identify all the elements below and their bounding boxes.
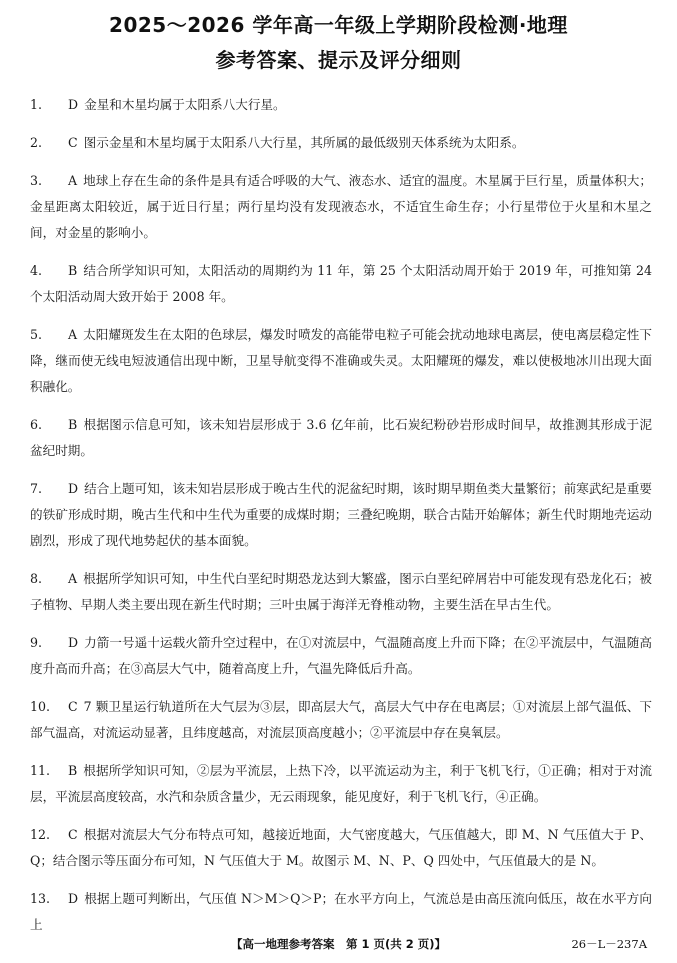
answer-choice: C bbox=[68, 827, 78, 842]
answer-explanation: 地球上存在生命的条件是具有适合呼吸的大气、液态水、适宜的温度。木星属于巨行星，质量体积大；金星距离太阳较近，属于近日行星；两行星均没有发现液态水，不适宜生命生存；小行星带位于火星和木星之间，对金星的影响小。 bbox=[30, 173, 652, 240]
answer-explanation: 太阳耀斑发生在太阳的色球层，爆发时喷发的高能带电粒子可能会扰动地球电离层，使电离层稳定性下降，继而使无线电短波通信出现中断，卫星导航变得不准确或失灵。太阳耀斑的爆发，难以使极地冰川出现大面积融化。 bbox=[30, 327, 652, 394]
answer-explanation: 结合上题可知，该未知岩层形成于晚古生代的泥盆纪时期，该时期早期鱼类大量繁衍；前寒武纪是重要的铁矿形成时期，晚古生代和中生代为重要的成煤时期；三叠纪晚期，联合古陆开始解体；新生代时期地壳运动剧烈，形成了现代地势起伏的基本面貌。 bbox=[30, 481, 652, 548]
question-number: 7. bbox=[30, 481, 43, 496]
answer-list bbox=[30, 92, 652, 950]
answer-item-4 bbox=[30, 258, 652, 310]
page-subtitle: 参考答案、提示及评分细则 bbox=[215, 48, 462, 72]
answer-item-2 bbox=[30, 130, 652, 156]
answer-choice: D bbox=[68, 891, 79, 906]
page-title: 2025～2026 学年高一年级上学期阶段检测·地理 bbox=[109, 13, 568, 37]
answer-item-5 bbox=[30, 322, 652, 400]
answer-explanation: 力箭一号遥十运载火箭升空过程中，在①对流层中，气温随高度上升而下降；在②平流层中，气温随高度升高而升高；在③高层大气中，随着高度上升，气温先降低后升高。 bbox=[30, 635, 652, 676]
answer-explanation: 根据所学知识可知，中生代白垩纪时期恐龙达到大繁盛，图示白垩纪碎屑岩中可能发现有恐龙化石；被子植物、早期人类主要出现在新生代时期；三叶虫属于海洋无脊椎动物，主要生活在早古生代。 bbox=[30, 571, 652, 612]
page-footer bbox=[0, 936, 677, 956]
answer-explanation: 图示金星和木星均属于太阳系八大行星，其所属的最低级别天体系统为太阳系。 bbox=[83, 135, 525, 150]
answer-item-8 bbox=[30, 566, 652, 618]
question-number: 4. bbox=[30, 263, 43, 278]
answer-explanation: 结合所学知识可知，太阳活动的周期约为 11 年，第 25 个太阳活动周开始于 2019 年，可推知第 24 个太阳活动周大致开始于 2008 年。 bbox=[30, 263, 652, 304]
question-number: 2. bbox=[30, 135, 43, 150]
answer-item-1 bbox=[30, 92, 652, 118]
footer-doc-code: 26－L－237A bbox=[571, 937, 647, 951]
answer-item-12 bbox=[30, 822, 652, 874]
question-number: 8. bbox=[30, 571, 43, 586]
answer-choice: C bbox=[68, 135, 78, 150]
answer-explanation: 根据上题可判断出，气压值 N＞M＞Q＞P；在水平方向上，气流总是由高压流向低压，故在水平方向上 bbox=[30, 891, 652, 932]
answer-choice: A bbox=[68, 571, 78, 586]
answer-explanation: 根据图示信息可知，该未知岩层形成于 3.6 亿年前，比石炭纪粉砂岩形成时间早，故推测其形成于泥盆纪时期。 bbox=[30, 417, 652, 458]
answer-explanation: 根据对流层大气分布特点可知，越接近地面，大气密度越大，气压值越大，即 M、N 气压值大于 P、Q；结合图示等压面分布可知，N 气压值大于 M。故图示 M、N、P、Q 四处中，气压值最大的是 N。 bbox=[30, 827, 652, 868]
answer-item-3 bbox=[30, 168, 652, 246]
answer-item-11 bbox=[30, 758, 652, 810]
question-number: 6. bbox=[30, 417, 43, 432]
answer-item-13 bbox=[30, 886, 652, 938]
answer-choice: B bbox=[68, 763, 78, 778]
answer-item-7 bbox=[30, 476, 652, 554]
answer-choice: B bbox=[68, 417, 78, 432]
question-number: 10. bbox=[30, 699, 51, 714]
answer-choice: A bbox=[68, 327, 78, 342]
question-number: 1. bbox=[30, 97, 43, 112]
question-number: 3. bbox=[30, 173, 43, 188]
answer-explanation: 7 颗卫星运行轨道所在大气层为③层，即高层大气，高层大气中存在电离层；①对流层上部气温低、下部气温高，对流运动显著，且纬度越高，对流层顶高度越小；②平流层中存在臭氧层。 bbox=[30, 699, 652, 740]
question-number: 13. bbox=[30, 891, 51, 906]
question-number: 12. bbox=[30, 827, 51, 842]
answer-choice: D bbox=[68, 97, 79, 112]
answer-choice: D bbox=[68, 481, 79, 496]
question-number: 11. bbox=[30, 763, 51, 778]
answer-item-10 bbox=[30, 694, 652, 746]
footer-page-info: 【高一地理参考答案 第 1 页(共 2 页)】 bbox=[230, 937, 447, 951]
answer-choice: A bbox=[68, 173, 78, 188]
answer-choice: B bbox=[68, 263, 78, 278]
answer-choice: C bbox=[68, 699, 78, 714]
question-number: 9. bbox=[30, 635, 43, 650]
question-number: 5. bbox=[30, 327, 43, 342]
answer-item-9 bbox=[30, 630, 652, 682]
answer-choice: D bbox=[68, 635, 79, 650]
answer-item-6 bbox=[30, 412, 652, 464]
answer-explanation: 根据所学知识可知，②层为平流层，上热下冷，以平流运动为主，利于飞机飞行，①正确；相对于对流层，平流层高度较高，水汽和杂质含量少，无云雨现象，能见度好，利于飞机飞行，④正确。 bbox=[30, 763, 652, 804]
answer-explanation: 金星和木星均属于太阳系八大行星。 bbox=[84, 97, 286, 112]
